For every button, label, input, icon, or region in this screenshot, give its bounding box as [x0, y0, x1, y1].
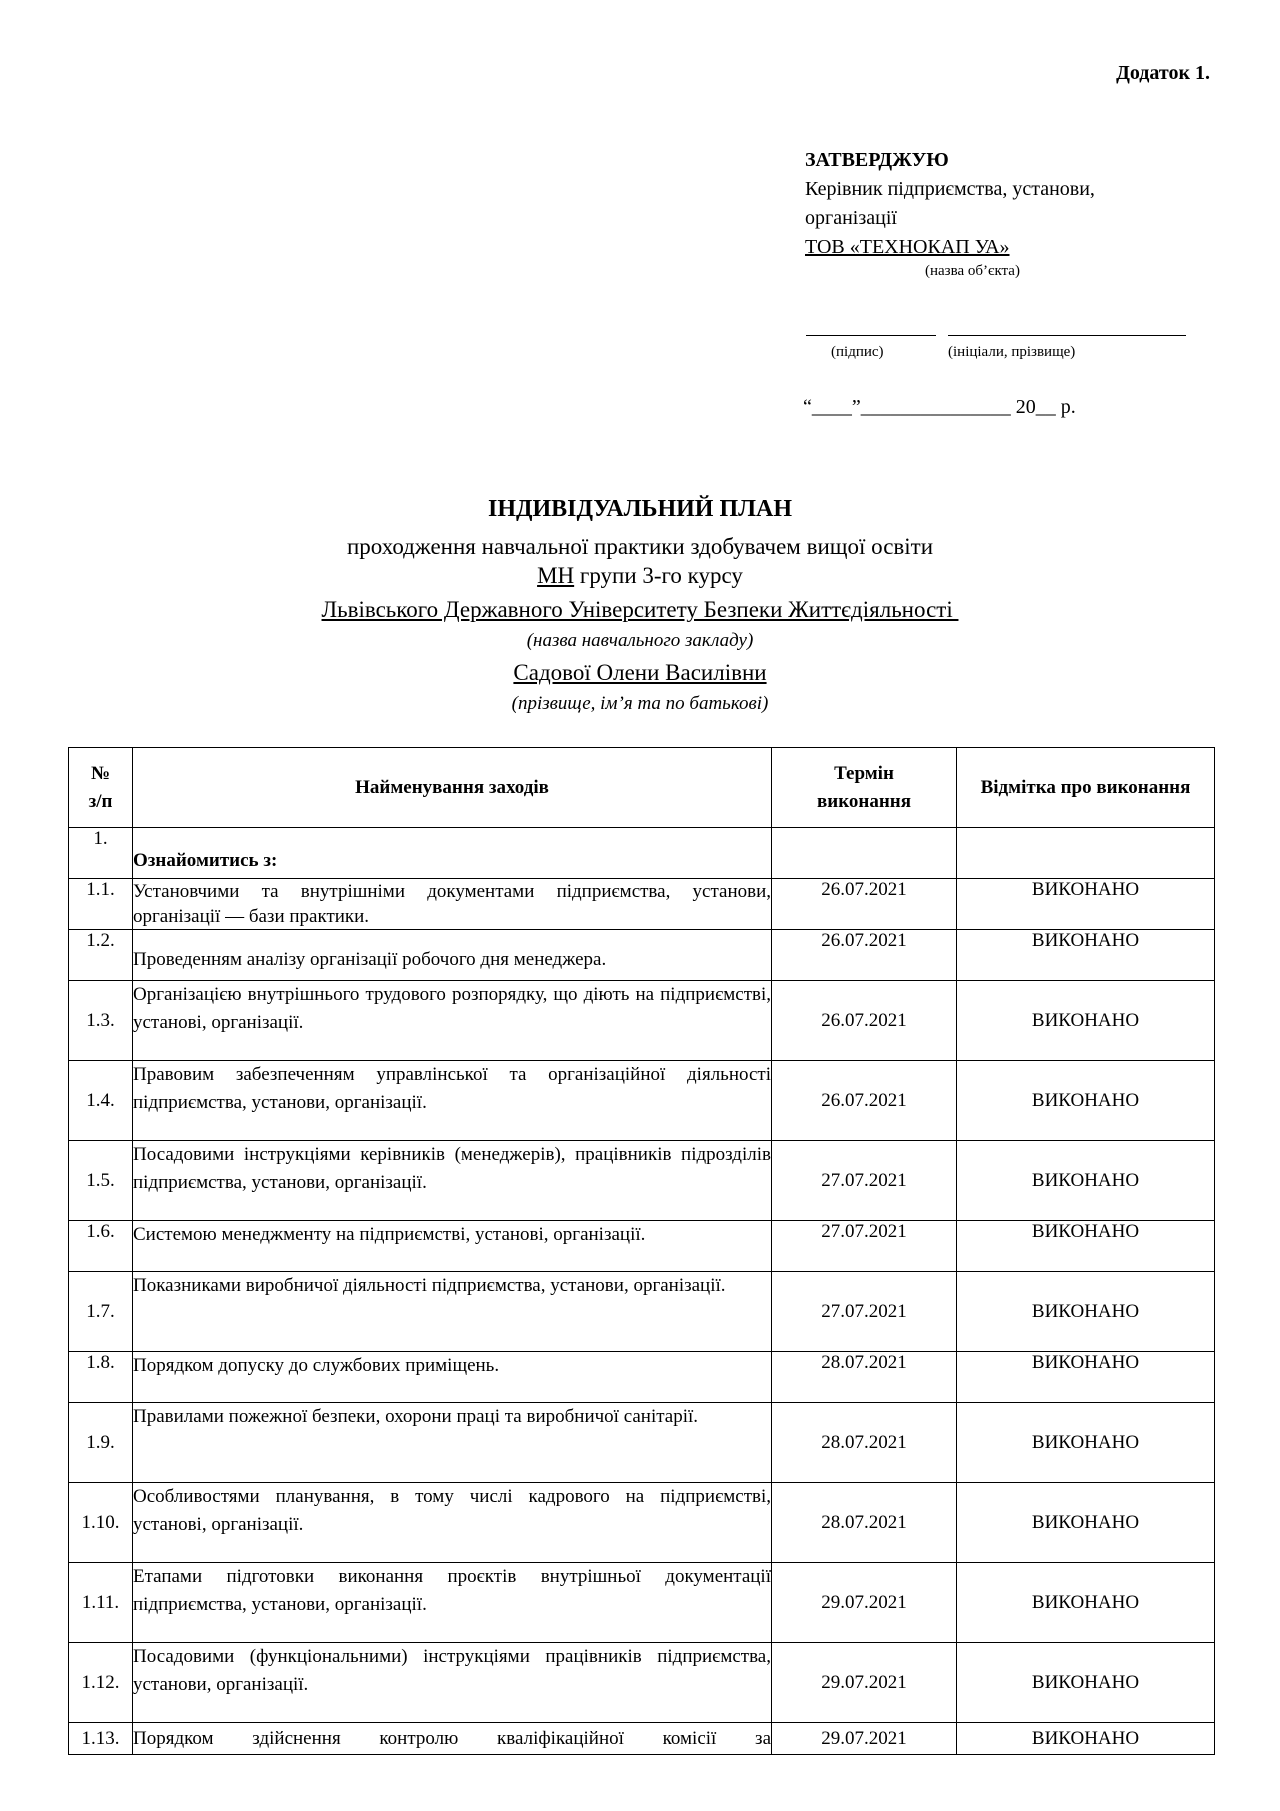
row-status: ВИКОНАНО	[957, 1141, 1215, 1221]
document-title: ІНДИВІДУАЛЬНИЙ ПЛАН	[487, 496, 792, 522]
plan-table	[68, 747, 1215, 1755]
table-row	[69, 1352, 1215, 1403]
row-status: ВИКОНАНО	[957, 879, 1215, 930]
institution-line	[0, 597, 1280, 623]
institution-caption: (назва навчального закладу)	[526, 630, 754, 651]
organization-caption: (назва об’єкта)	[925, 263, 1020, 279]
header-name: Найменування заходів	[133, 748, 772, 828]
signature-line	[806, 335, 936, 336]
section-date-cell	[772, 828, 957, 879]
row-date: 27.07.2021	[772, 1221, 957, 1272]
row-name: Особливостями планування, в тому числі кадрового на підприємстві, установі, організації.	[133, 1483, 772, 1563]
table-row	[69, 1643, 1215, 1723]
row-status: ВИКОНАНО	[957, 1563, 1215, 1643]
row-date: 29.07.2021	[772, 1563, 957, 1643]
row-num: 1.10.	[69, 1483, 133, 1563]
approval-position-line-2: організації	[805, 207, 897, 229]
student-caption: (прізвище, ім’я та по батькові)	[511, 693, 769, 714]
table-header-row	[69, 748, 1215, 828]
row-date: 28.07.2021	[772, 1403, 957, 1483]
institution-name: Львівського Державного Університету Безпеки Життєдіяльності	[321, 597, 959, 622]
table-row	[69, 1272, 1215, 1352]
row-name: Порядком здійснення контролю кваліфікаційної комісії за	[133, 1723, 772, 1755]
row-num: 1.13.	[69, 1723, 133, 1755]
row-name: Порядком допуску до службових приміщень.	[133, 1352, 772, 1403]
row-num: 1.4.	[69, 1061, 133, 1141]
section-row	[69, 828, 1215, 879]
row-name: Організацією внутрішнього трудового розпорядку, що діють на підприємстві, установі, організації.	[133, 981, 772, 1061]
row-status: ВИКОНАНО	[957, 981, 1215, 1061]
student-name: Садової Олени Василівни	[513, 660, 767, 685]
row-num: 1.7.	[69, 1272, 133, 1352]
row-num: 1.6.	[69, 1221, 133, 1272]
header-status: Відмітка про виконання	[957, 748, 1215, 828]
row-name: Посадовими інструкціями керівників (менеджерів), працівників підрозділів підприємства, установи, організації.	[133, 1141, 772, 1221]
table-row	[69, 1221, 1215, 1272]
row-name: Показниками виробничої діяльності підприємства, установи, організації.	[133, 1272, 772, 1352]
row-date: 26.07.2021	[772, 930, 957, 981]
row-num: 1.11.	[69, 1563, 133, 1643]
table-row	[69, 1483, 1215, 1563]
row-date: 26.07.2021	[772, 981, 957, 1061]
row-status: ВИКОНАНО	[957, 1221, 1215, 1272]
row-date: 26.07.2021	[772, 879, 957, 930]
row-status: ВИКОНАНО	[957, 1723, 1215, 1755]
row-num: 1.2.	[69, 930, 133, 981]
row-date: 29.07.2021	[772, 1723, 957, 1755]
approval-block	[805, 146, 1205, 262]
row-num: 1.9.	[69, 1403, 133, 1483]
row-date: 29.07.2021	[772, 1643, 957, 1723]
table-row	[69, 1141, 1215, 1221]
table-row	[69, 930, 1215, 981]
table-row	[69, 981, 1215, 1061]
row-name: Установчими та внутрішніми документами підприємства, установи, організації — бази практики.	[133, 879, 772, 930]
appendix-label: Додаток 1.	[1116, 62, 1210, 84]
approval-heading: ЗАТВЕРДЖУЮ	[805, 149, 949, 171]
name-caption: (ініціали, прізвище)	[948, 344, 1076, 360]
row-date: 27.07.2021	[772, 1141, 957, 1221]
row-status: ВИКОНАНО	[957, 930, 1215, 981]
group-line	[0, 563, 1280, 589]
row-name: Правилами пожежної безпеки, охорони праці та виробничої санітарії.	[133, 1403, 772, 1483]
row-status: ВИКОНАНО	[957, 1061, 1215, 1141]
row-num: 1.8.	[69, 1352, 133, 1403]
table-row	[69, 1061, 1215, 1141]
header-term: Термін виконання	[772, 748, 957, 828]
table-row	[69, 1403, 1215, 1483]
group-text: групи 3-го курсу	[574, 563, 743, 588]
row-status: ВИКОНАНО	[957, 1272, 1215, 1352]
student-line	[0, 660, 1280, 686]
row-status: ВИКОНАНО	[957, 1643, 1215, 1723]
row-status: ВИКОНАНО	[957, 1483, 1215, 1563]
row-status: ВИКОНАНО	[957, 1403, 1215, 1483]
table-row	[69, 1563, 1215, 1643]
signature-caption: (підпис)	[831, 344, 884, 360]
row-name: Правовим забезпеченням управлінської та організаційної діяльності підприємства, установи, організації.	[133, 1061, 772, 1141]
row-date: 26.07.2021	[772, 1061, 957, 1141]
section-status-cell	[957, 828, 1215, 879]
approval-position-line-1: Керівник підприємства, установи,	[805, 178, 1095, 200]
section-num: 1.	[69, 828, 133, 879]
row-name: Системою менеджменту на підприємстві, установі, організації.	[133, 1221, 772, 1272]
row-name: Посадовими (функціональними) інструкціями працівників підприємства, установи, організації.	[133, 1643, 772, 1723]
row-name: Проведенням аналізу організації робочого дня менеджера.	[133, 930, 772, 981]
row-num: 1.1.	[69, 879, 133, 930]
row-status: ВИКОНАНО	[957, 1352, 1215, 1403]
row-date: 27.07.2021	[772, 1272, 957, 1352]
document-subtitle: проходження навчальної практики здобувачем вищої освіти	[346, 534, 934, 559]
row-num: 1.3.	[69, 981, 133, 1061]
section-name: Ознайомитись з:	[133, 828, 772, 879]
row-date: 28.07.2021	[772, 1352, 957, 1403]
specialty-code: МН	[537, 563, 575, 588]
row-num: 1.12.	[69, 1643, 133, 1723]
name-line	[948, 335, 1186, 336]
row-num: 1.5.	[69, 1141, 133, 1221]
approval-date-line: “____”_______________ 20__ р.	[803, 396, 1076, 418]
table-row	[69, 879, 1215, 930]
row-name: Етапами підготовки виконання проєктів внутрішньої документації підприємства, установи, організації.	[133, 1563, 772, 1643]
table-row	[69, 1723, 1215, 1755]
approval-organization: ТОВ «ТЕХНОКАП УА»	[805, 236, 1010, 258]
header-num: № з/п	[69, 748, 133, 828]
row-date: 28.07.2021	[772, 1483, 957, 1563]
